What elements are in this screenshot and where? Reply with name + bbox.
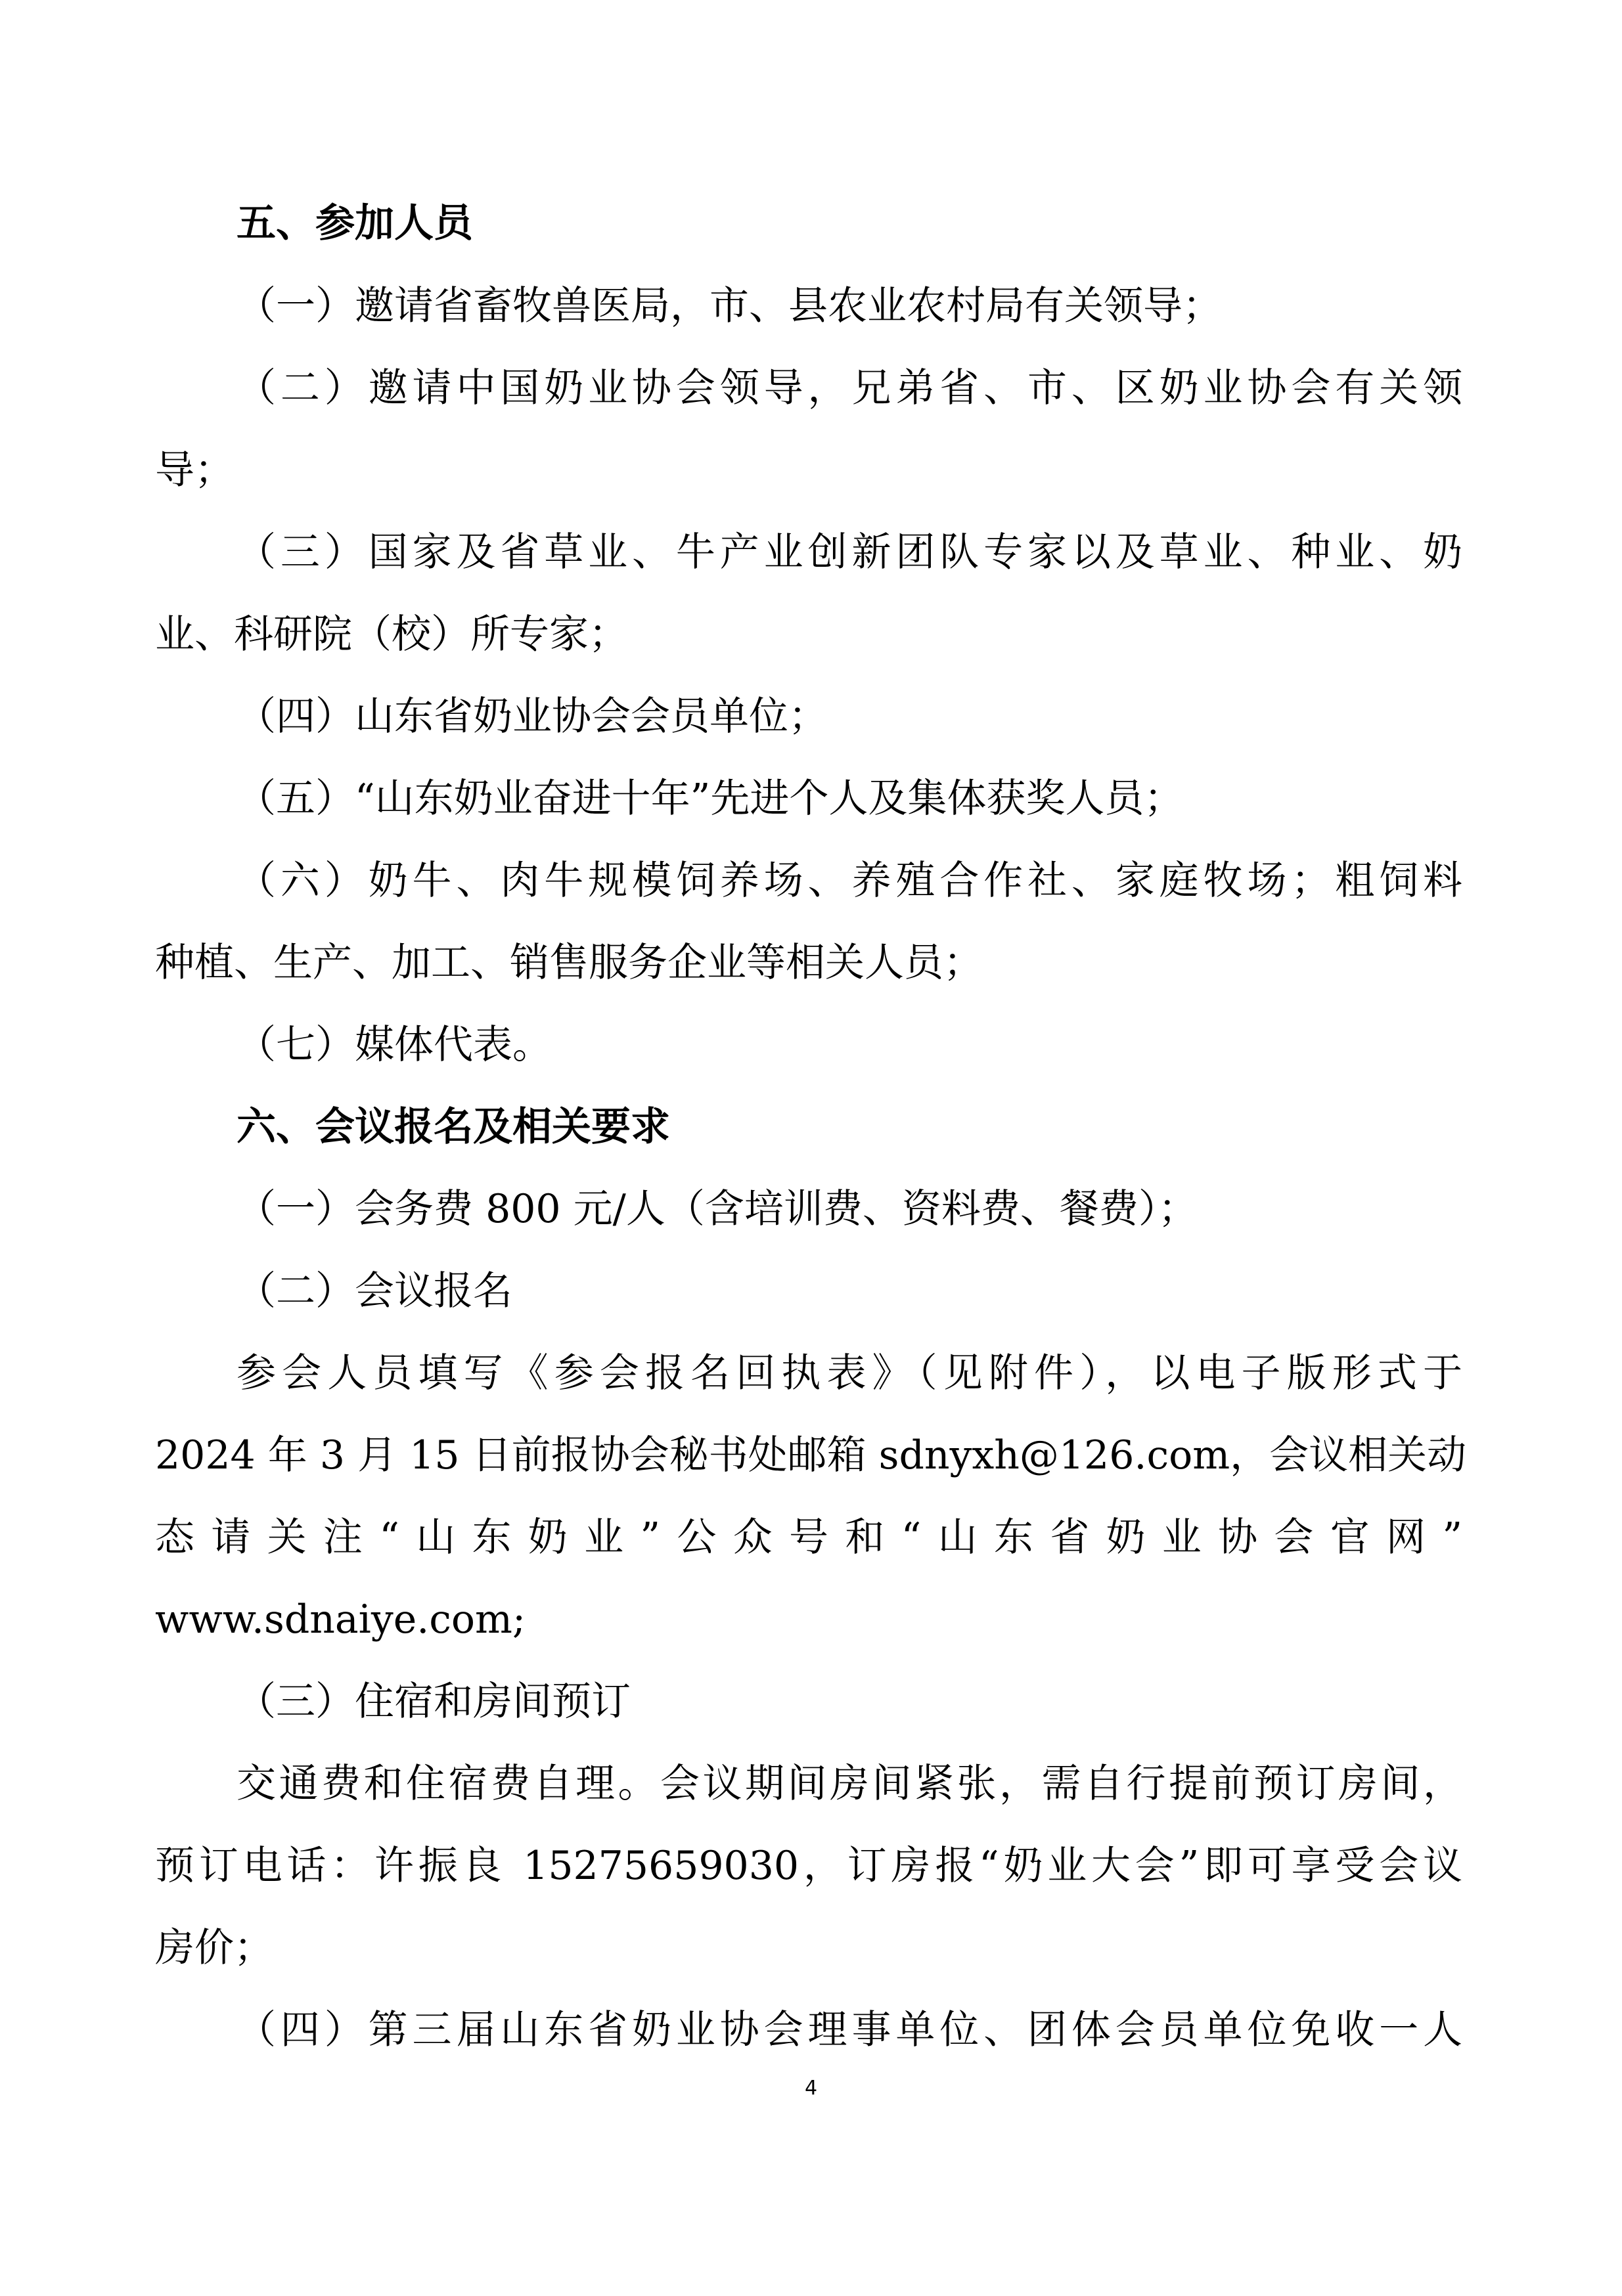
paragraph-line: 预订电话：许振良 15275659030，订房报“奶业大会”即可享受会议	[155, 1843, 1462, 1889]
paragraph-line: 业、科研院（校）所专家；	[155, 611, 628, 657]
paragraph-line: （二）会议报名	[237, 1268, 512, 1314]
paragraph-line: （二）邀请中国奶业协会领导，兄弟省、市、区奶业协会有关领	[237, 365, 1462, 411]
paragraph-line: 2024 年 3 月 15 日前报协会秘书处邮箱 sdnyxh@126.com，会议相关动	[155, 1432, 1467, 1478]
page-number: 4	[804, 2077, 818, 2100]
paragraph-line: （五）“山东奶业奋进十年”先进个人及集体获奖人员；	[237, 776, 1184, 822]
section-heading-registration: 六、会议报名及相关要求	[237, 1104, 670, 1150]
paragraph-line: 导；	[155, 447, 234, 493]
paragraph-line: 种植、生产、加工、销售服务企业等相关人员；	[155, 940, 983, 986]
paragraph-line: （四）山东省奶业协会会员单位；	[237, 694, 828, 740]
paragraph-line: 态请关注“山东奶业”公众号和“山东省奶业协会官网”	[155, 1514, 1462, 1560]
paragraph-line: 房价；	[155, 1925, 273, 1971]
paragraph-line: （一）邀请省畜牧兽医局，市、县农业农村局有关领导；	[237, 283, 1222, 329]
paragraph-line: （七）媒体代表。	[237, 1022, 552, 1068]
paragraph-line: 参会人员填写《参会报名回执表》（见附件），以电子版形式于	[237, 1350, 1462, 1396]
paragraph-line: （四）第三届山东省奶业协会理事单位、团体会员单位免收一人	[237, 2007, 1462, 2053]
paragraph-line: （三）住宿和房间预订	[237, 1679, 631, 1725]
section-heading-participants: 五、参加人员	[237, 200, 473, 246]
paragraph-line: （一）会务费 800 元/人（含培训费、资料费、餐费）；	[237, 1186, 1198, 1232]
paragraph-line: （三）国家及省草业、牛产业创新团队专家以及草业、种业、奶	[237, 529, 1462, 575]
website-url-line: www.sdnaiye.com;	[155, 1597, 526, 1643]
paragraph-line: （六）奶牛、肉牛规模饲养场、养殖合作社、家庭牧场；粗饲料	[237, 858, 1462, 904]
paragraph-line: 交通费和住宿费自理。会议期间房间紧张，需自行提前预订房间，	[237, 1761, 1462, 1807]
